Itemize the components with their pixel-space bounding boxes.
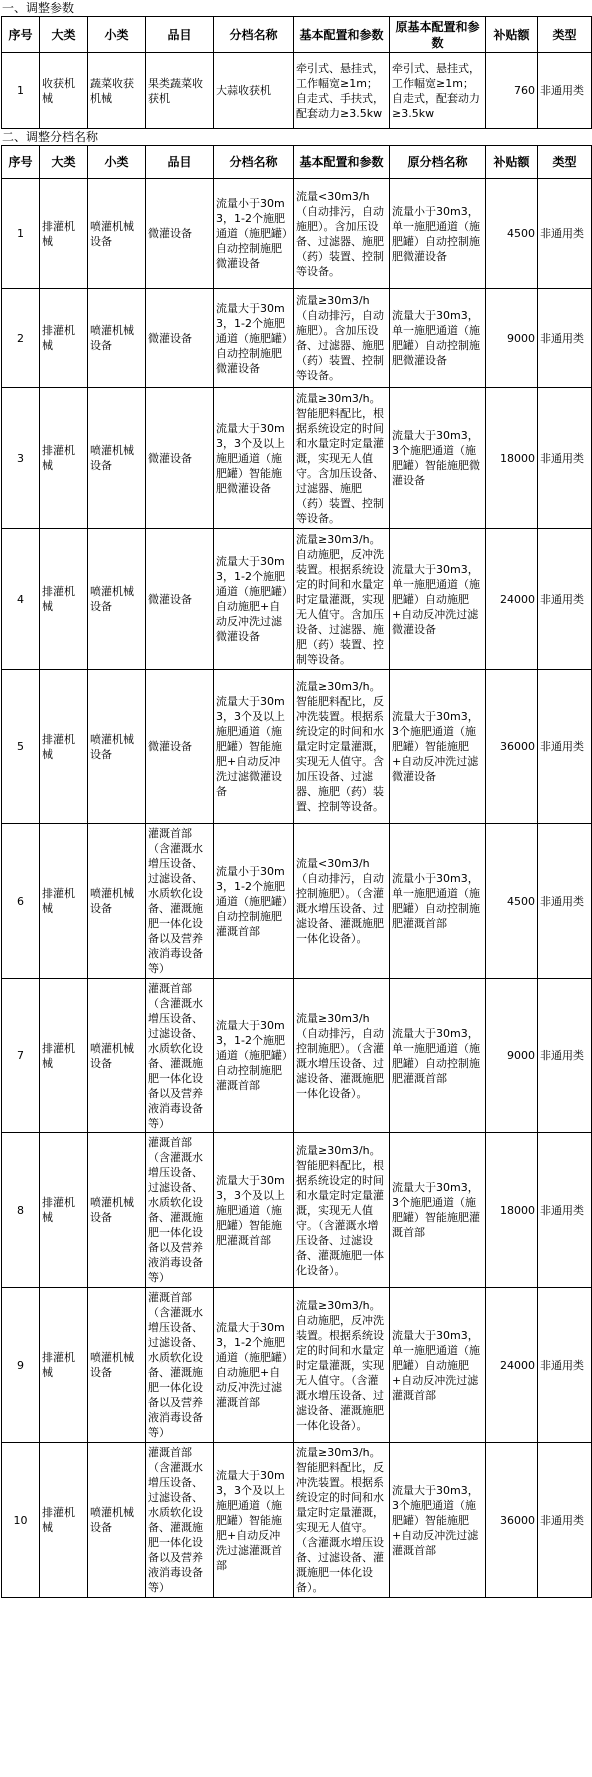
cell-item: 微灌设备 [146,529,214,670]
col-header-index: 序号 [2,17,40,53]
cell-config: 流量≥30m3/h（自动排污，自动施肥）。含加压设备、过滤器、施肥（药）装置、控制等设备。 [294,289,390,388]
table-row [2,824,592,979]
cell-original-tier-name: 流量大于30m3，单一施肥通道（施肥罐）自动施肥+自动反冲洗过滤灌溉首部 [390,1288,486,1443]
cell-type: 非通用类 [538,289,592,388]
cell-index: 10 [2,1443,40,1598]
cell-config: 流量≥30m3/h。智能肥料配比，根据系统设定的时间和水量定时定量灌溉，实现无人值守。含加压设备、过滤器、施肥（药）装置、控制等设备。 [294,388,390,529]
cell-item: 灌溉首部（含灌溉水增压设备、过滤设备、水质软化设备、灌溉施肥一体化设备以及营养液消毒设备等） [146,824,214,979]
cell-subsidy: 24000 [486,1288,538,1443]
col-header-index: 序号 [2,146,40,179]
cell-original-tier-name: 流量大于30m3，3个施肥通道（施肥罐）智能施肥微灌设备 [390,388,486,529]
cell-index: 4 [2,529,40,670]
col-header-subsidy: 补贴额 [486,17,538,53]
table-row [2,979,592,1133]
table-header-row [2,146,592,179]
cell-subcategory: 喷灌机械设备 [88,1133,146,1288]
cell-subcategory: 喷灌机械设备 [88,1288,146,1443]
cell-config: 流量≥30m3/h。自动施肥，反冲洗装置。根据系统设定的时间和水量定时定量灌溉，实现无人值守。（含灌溉水增压设备、过滤设备、灌溉施肥一体化设备）。 [294,1288,390,1443]
table-row [2,1288,592,1443]
cell-category: 收获机械 [40,53,88,129]
cell-index: 1 [2,179,40,289]
cell-subcategory: 喷灌机械设备 [88,979,146,1133]
cell-item: 灌溉首部（含灌溉水增压设备、过滤设备、水质软化设备、灌溉施肥一体化设备以及营养液消毒设备等） [146,979,214,1133]
cell-original-tier-name: 流量小于30m3，单一施肥通道（施肥罐）自动控制施肥微灌设备 [390,179,486,289]
cell-category: 排灌机械 [40,670,88,824]
col-header-item: 品目 [146,17,214,53]
cell-type: 非通用类 [538,824,592,979]
col-header-item: 品目 [146,146,214,179]
cell-subsidy: 36000 [486,1443,538,1598]
cell-original-tier-name: 流量大于30m3，单一施肥通道（施肥罐）自动施肥+自动反冲洗过滤微灌设备 [390,529,486,670]
cell-category: 排灌机械 [40,179,88,289]
table-row [2,529,592,670]
table-row [2,53,592,129]
cell-config: 流量<30m3/h（自动排污，自动控制施肥）。（含灌溉水增压设备、过滤设备、灌溉施肥一体化设备）。 [294,824,390,979]
cell-category: 排灌机械 [40,1288,88,1443]
cell-config: 流量≥30m3/h。智能肥料配比，反冲洗装置。根据系统设定的时间和水量定时定量灌溉，实现无人值守。（含灌溉水增压设备、过滤设备、灌溉施肥一体化设备）。 [294,1443,390,1598]
table-body [2,179,592,1598]
cell-item: 灌溉首部（含灌溉水增压设备、过滤设备、水质软化设备、灌溉施肥一体化设备以及营养液消毒设备等） [146,1443,214,1598]
section-2-title: 二、调整分档名称 [2,130,99,144]
col-header-original-config: 原基本配置和参数 [390,17,486,53]
cell-subcategory: 喷灌机械设备 [88,388,146,529]
col-header-category: 大类 [40,146,88,179]
cell-type: 非通用类 [538,1288,592,1443]
cell-category: 排灌机械 [40,529,88,670]
cell-item: 灌溉首部（含灌溉水增压设备、过滤设备、水质软化设备、灌溉施肥一体化设备以及营养液消毒设备等） [146,1288,214,1443]
cell-index: 7 [2,979,40,1133]
cell-tier-name: 流量大于30m3，3个及以上施肥通道（施肥罐）智能施肥微灌设备 [214,388,294,529]
cell-original-tier-name: 流量大于30m3，单一施肥通道（施肥罐）自动控制施肥微灌设备 [390,289,486,388]
cell-index: 1 [2,53,40,129]
cell-tier-name: 流量大于30m3，3个及以上施肥通道（施肥罐）智能施肥灌溉首部 [214,1133,294,1288]
cell-tier-name: 流量大于30m3，1-2个施肥通道（施肥罐）自动控制施肥微灌设备 [214,289,294,388]
cell-subcategory: 喷灌机械设备 [88,1443,146,1598]
cell-subcategory: 蔬菜收获机械 [88,53,146,129]
col-header-type: 类型 [538,146,592,179]
cell-subcategory: 喷灌机械设备 [88,529,146,670]
table-row [2,388,592,529]
cell-subcategory: 喷灌机械设备 [88,824,146,979]
table-row [2,1133,592,1288]
cell-type: 非通用类 [538,1133,592,1288]
cell-item: 果类蔬菜收获机 [146,53,214,129]
col-header-category: 大类 [40,17,88,53]
col-header-config: 基本配置和参数 [294,17,390,53]
cell-tier-name: 流量大于30m3，3个及以上施肥通道（施肥罐）智能施肥+自动反冲洗过滤灌溉首部 [214,1443,294,1598]
cell-subsidy: 4500 [486,824,538,979]
cell-tier-name: 流量小于30m3，1-2个施肥通道（施肥罐）自动控制施肥微灌设备 [214,179,294,289]
cell-index: 6 [2,824,40,979]
cell-config: 流量<30m3/h（自动排污，自动施肥）。含加压设备、过滤器、施肥（药）装置、控制等设备。 [294,179,390,289]
col-header-tier-name: 分档名称 [214,146,294,179]
cell-index: 3 [2,388,40,529]
cell-index: 8 [2,1133,40,1288]
adjust-parameters-table [1,16,592,129]
section-1-title: 一、调整参数 [2,1,75,15]
cell-subsidy: 18000 [486,1133,538,1288]
cell-subcategory: 喷灌机械设备 [88,289,146,388]
table-header-row [2,17,592,53]
cell-item: 灌溉首部（含灌溉水增压设备、过滤设备、水质软化设备、灌溉施肥一体化设备以及营养液消毒设备等） [146,1133,214,1288]
col-header-tier-name: 分档名称 [214,17,294,53]
col-header-subsidy: 补贴额 [486,146,538,179]
cell-subsidy: 4500 [486,179,538,289]
cell-original-config: 牵引式、悬挂式，工作幅宽≥1m；自走式，配套动力≥3.5kw [390,53,486,129]
cell-category: 排灌机械 [40,1443,88,1598]
cell-config: 流量≥30m3/h。智能肥料配比，反冲洗装置。根据系统设定的时间和水量定时定量灌溉，实现无人值守。含加压设备、过滤器、施肥（药）装置、控制等设备。 [294,670,390,824]
cell-tier-name: 流量大于30m3，3个及以上施肥通道（施肥罐）智能施肥+自动反冲洗过滤微灌设备 [214,670,294,824]
cell-index: 2 [2,289,40,388]
cell-type: 非通用类 [538,1443,592,1598]
col-header-subcategory: 小类 [88,146,146,179]
table-row [2,1443,592,1598]
cell-index: 5 [2,670,40,824]
cell-config: 流量≥30m3/h（自动排污，自动控制施肥）。（含灌溉水增压设备、过滤设备、灌溉施肥一体化设备）。 [294,979,390,1133]
cell-category: 排灌机械 [40,388,88,529]
cell-type: 非通用类 [538,670,592,824]
cell-category: 排灌机械 [40,824,88,979]
cell-type: 非通用类 [538,529,592,670]
cell-category: 排灌机械 [40,1133,88,1288]
table-row [2,289,592,388]
cell-tier-name: 流量大于30m3，1-2个施肥通道（施肥罐）自动施肥+自动反冲洗过滤灌溉首部 [214,1288,294,1443]
cell-subsidy: 36000 [486,670,538,824]
col-header-config: 基本配置和参数 [294,146,390,179]
col-header-type: 类型 [538,17,592,53]
col-header-original-tier-name: 原分档名称 [390,146,486,179]
cell-config: 流量≥30m3/h。智能肥料配比，根据系统设定的时间和水量定时定量灌溉，实现无人值守。（含灌溉水增压设备、过滤设备、灌溉施肥一体化设备）。 [294,1133,390,1288]
cell-original-tier-name: 流量大于30m3，单一施肥通道（施肥罐）自动控制施肥灌溉首部 [390,979,486,1133]
cell-type: 非通用类 [538,53,592,129]
cell-item: 微灌设备 [146,289,214,388]
table-row [2,179,592,289]
cell-type: 非通用类 [538,179,592,289]
cell-original-tier-name: 流量大于30m3，3个施肥通道（施肥罐）智能施肥+自动反冲洗过滤微灌设备 [390,670,486,824]
cell-subsidy: 9000 [486,289,538,388]
cell-config: 牵引式、悬挂式，工作幅宽≥1m；自走式、手扶式，配套动力≥3.5kw [294,53,390,129]
cell-subsidy: 760 [486,53,538,129]
cell-item: 微灌设备 [146,179,214,289]
cell-original-tier-name: 流量大于30m3，3个施肥通道（施肥罐）智能施肥灌溉首部 [390,1133,486,1288]
cell-subcategory: 喷灌机械设备 [88,670,146,824]
cell-tier-name: 大蒜收获机 [214,53,294,129]
cell-category: 排灌机械 [40,289,88,388]
cell-tier-name: 流量大于30m3，1-2个施肥通道（施肥罐）自动施肥+自动反冲洗过滤微灌设备 [214,529,294,670]
col-header-subcategory: 小类 [88,17,146,53]
cell-tier-name: 流量小于30m3，1-2个施肥通道（施肥罐）自动控制施肥灌溉首部 [214,824,294,979]
cell-subsidy: 18000 [486,388,538,529]
cell-original-tier-name: 流量大于30m3，3个施肥通道（施肥罐）智能施肥+自动反冲洗过滤灌溉首部 [390,1443,486,1598]
table-row [2,670,592,824]
cell-category: 排灌机械 [40,979,88,1133]
cell-subsidy: 24000 [486,529,538,670]
cell-subcategory: 喷灌机械设备 [88,179,146,289]
cell-subsidy: 9000 [486,979,538,1133]
cell-config: 流量≥30m3/h。自动施肥，反冲洗装置。根据系统设定的时间和水量定时定量灌溉，实现无人值守。含加压设备、过滤器、施肥（药）装置、控制等设备。 [294,529,390,670]
adjust-tier-names-table [1,145,592,1598]
cell-index: 9 [2,1288,40,1443]
cell-item: 微灌设备 [146,670,214,824]
cell-type: 非通用类 [538,388,592,529]
cell-item: 微灌设备 [146,388,214,529]
cell-original-tier-name: 流量小于30m3，单一施肥通道（施肥罐）自动控制施肥灌溉首部 [390,824,486,979]
cell-type: 非通用类 [538,979,592,1133]
cell-tier-name: 流量大于30m3，1-2个施肥通道（施肥罐）自动控制施肥灌溉首部 [214,979,294,1133]
